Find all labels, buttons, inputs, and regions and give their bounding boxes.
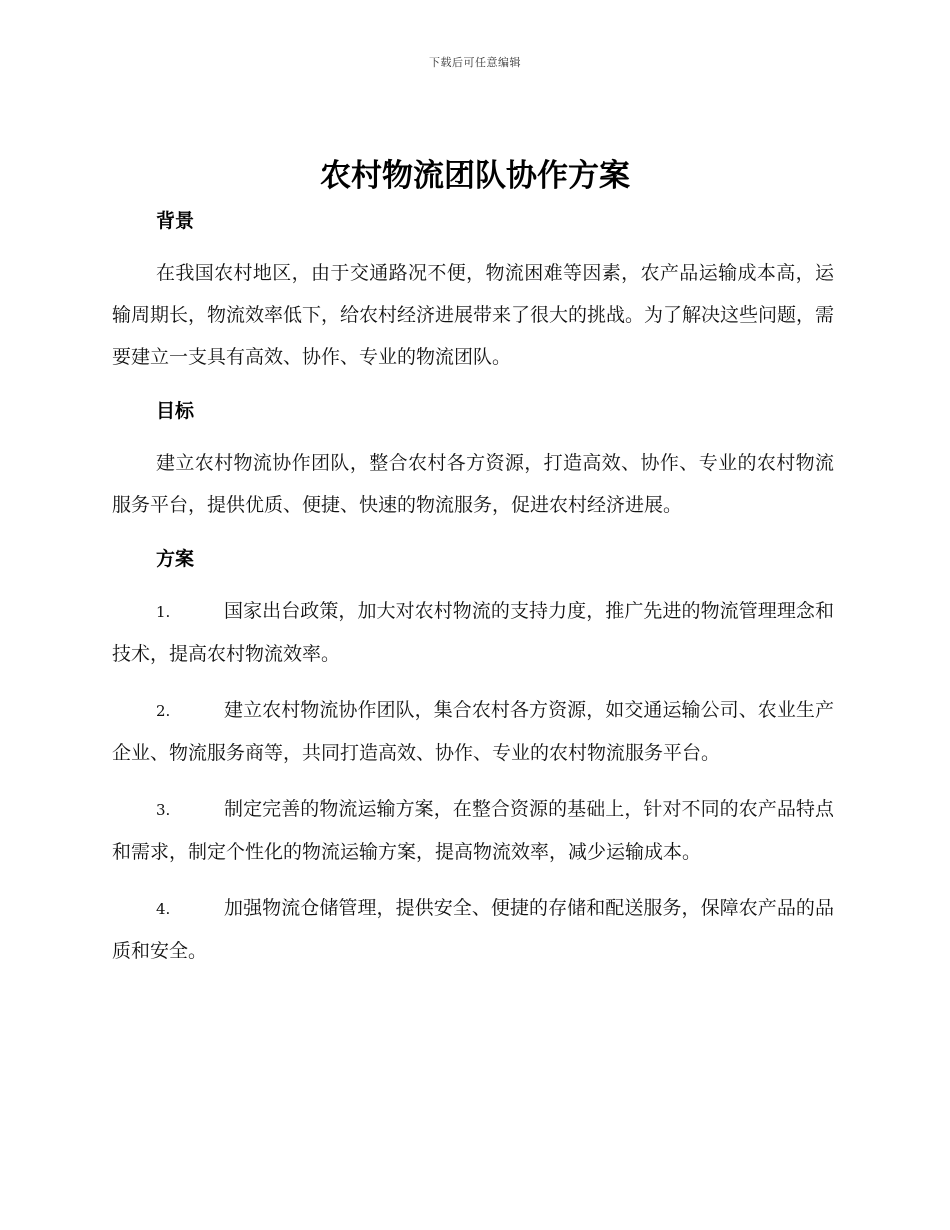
section-plan xyxy=(112,538,834,972)
section-goal xyxy=(112,390,834,526)
list-item-number: 1. xyxy=(156,603,171,621)
goal-paragraph: 建立农村物流协作团队，整合农村各方资源，打造高效、协作、专业的农村物流服务平台，提供优质、便捷、快速的物流服务，促进农村经济进展。 xyxy=(112,452,834,516)
list-item xyxy=(112,788,834,873)
page-header-note: 下载后可任意编辑 xyxy=(429,56,521,69)
document-body xyxy=(112,200,834,986)
section-heading-plan: 方案 xyxy=(156,548,195,570)
section-background xyxy=(112,200,834,378)
document-title: 农村物流团队协作方案 xyxy=(320,158,630,194)
list-item-text: 国家出台政策，加大对农村物流的支持力度，推广先进的物流管理理念和技术，提高农村物流效率。 xyxy=(112,600,834,665)
list-item-text: 制定完善的物流运输方案，在整合资源的基础上，针对不同的农产品特点和需求，制定个性化的物流运输方案，提高物流效率，减少运输成本。 xyxy=(112,798,834,863)
background-paragraph: 在我国农村地区，由于交通路况不便，物流困难等因素，农产品运输成本高，运输周期长，物流效率低下，给农村经济进展带来了很大的挑战。为了解决这些问题，需要建立一支具有高效、协作、专业的物流团队。 xyxy=(112,262,835,368)
section-heading-background: 背景 xyxy=(156,210,195,232)
plan-list xyxy=(112,590,834,972)
list-item xyxy=(112,689,834,774)
list-item-text: 建立农村物流协作团队，集合农村各方资源，如交通运输公司、农业生产企业、物流服务商等，共同打造高效、协作、专业的农村物流服务平台。 xyxy=(112,699,834,764)
list-item xyxy=(112,887,834,972)
list-item-number: 2. xyxy=(156,702,171,720)
list-item xyxy=(112,590,834,675)
list-item-number: 4. xyxy=(156,900,171,918)
list-item-number: 3. xyxy=(156,801,171,819)
list-item-text: 加强物流仓储管理，提供安全、便捷的存储和配送服务，保障农产品的品质和安全。 xyxy=(112,897,834,962)
section-heading-goal: 目标 xyxy=(156,400,195,422)
